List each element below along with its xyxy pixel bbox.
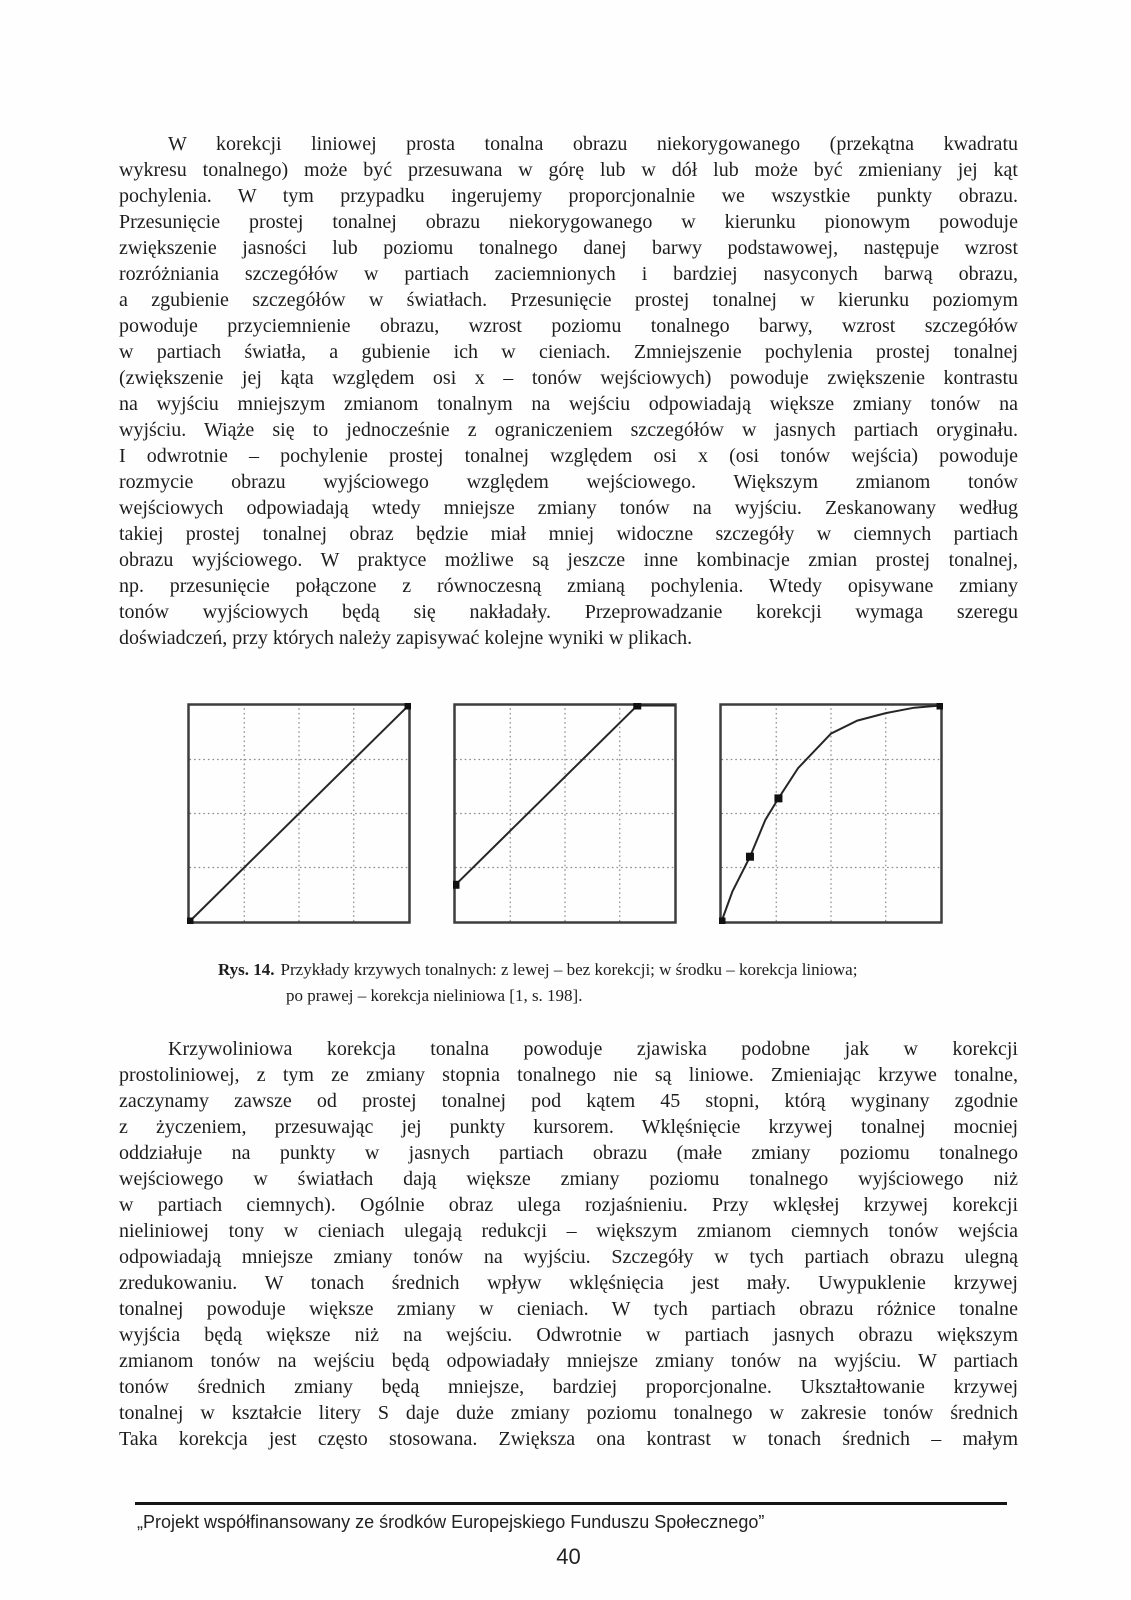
text-line: obrazu wyjściowego. W praktyce możliwe są jeszcze inne kombinacje zmian prostej tonalnej, (119, 549, 1018, 571)
tone-curve-chart-nonlinear-correction (719, 703, 943, 924)
text-line: pochylenia. W tym przypadku ingerujemy proporcjonalnie we wszystkie punkty obrazu. (119, 185, 1018, 207)
figure-caption-line2: po prawej – korekcja nieliniowa [1, s. 198]. (286, 986, 583, 1005)
text-line: zmianom tonów na wejściu będą odpowiadały mniejsze zmiany tonów na wyjściu. W partiach (119, 1350, 1018, 1372)
text-line: tonalnej w kształcie litery S daje duże zmiany poziomu tonalnego w zakresie tonów średnich (119, 1402, 1018, 1424)
text-line: a zgubienie szczegółów w światłach. Przesunięcie prostej tonalnej w kierunku poziomym (119, 289, 1018, 311)
figure-tone-curves (187, 703, 943, 924)
page-number: 40 (556, 1544, 581, 1569)
text-line: w partiach światła, a gubienie ich w cieniach. Zmniejszenie pochylenia prostej tonalnej (119, 341, 1018, 363)
tone-curve-chart-linear-correction (453, 703, 677, 924)
text-line: doświadczeń, przy których należy zapisywać kolejne wyniki w plikach. (119, 627, 693, 649)
text-line: takiej prostej tonalnej obraz będzie miał mniej widoczne szczegóły w ciemnych partiach (119, 523, 1018, 545)
text-line: w partiach ciemnych). Ogólnie obraz ulega rozjaśnieniu. Przy wklęsłej krzywej korekcji (119, 1194, 1018, 1216)
text-line: nieliniowej tony w cieniach ulegają redukcji – większym zmianom ciemnych tonów wejścia (119, 1220, 1018, 1242)
text-line: powoduje przyciemnienie obrazu, wzrost poziomu tonalnego barwy, wzrost szczegółów (119, 315, 1018, 337)
text-line: wyjściu. Wiąże się to jednocześnie z ograniczeniem szczegółów w jasnych partiach oryginału. (119, 419, 1018, 441)
text-line: zwiększenie jasności lub poziomu tonalnego danej barwy podstawowej, następuje wzrost (119, 237, 1018, 259)
text-line: zredukowaniu. W tonach średnich wpływ wklęśnięcia jest mały. Uwypuklenie krzywej (119, 1272, 1018, 1294)
text-line: wykresu tonalnego) może być przesuwana w górę lub w dół lub może być zmieniany jej kąt (119, 159, 1018, 181)
footer-divider (135, 1502, 1007, 1505)
text-line: wejściowych odpowiadają wtedy mniejsze zmiany tonów na wyjściu. Zeskanowany według (119, 497, 1018, 519)
text-line: odpowiadają mniejsze zmiany tonów na wyjściu. Szczegóły w tych partiach obrazu ulegną (119, 1246, 1018, 1268)
text-line: (zwiększenie jej kąta względem osi x – tonów wejściowych) powoduje zwiększenie kontrastu (119, 367, 1018, 389)
text-line: tonalnej powoduje większe zmiany w cieniach. W tych partiach obrazu różnice tonalne (119, 1298, 1018, 1320)
text-line: tonów wyjściowych będą się nakładały. Przeprowadzanie korekcji wymaga szeregu (119, 601, 1018, 623)
text-line: W korekcji liniowej prosta tonalna obrazu niekorygowanego (przekątna kwadratu (168, 133, 1018, 155)
figure-caption-label: Rys. 14. (218, 960, 275, 979)
text-line: tonów średnich zmiany będą mniejsze, bardziej proporcjonalne. Ukształtowanie krzywej (119, 1376, 1018, 1398)
text-line: zaczynamy zawsze od prostej tonalnej pod kątem 45 stopni, którą wyginany zgodnie (119, 1090, 1018, 1112)
footer-project-note: „Projekt współfinansowany ze środków Europejskiego Funduszu Społecznego” (137, 1512, 765, 1532)
figure-caption-line1 (218, 957, 938, 983)
figure-caption (218, 957, 938, 1009)
text-line: Taka korekcja jest często stosowana. Zwiększa ona kontrast w tonach średnich – małym (119, 1428, 1018, 1450)
text-line: prostoliniowej, z tym ze zmiany stopnia tonalnego nie są liniowe. Zmieniając krzywe tonalne, (119, 1064, 1018, 1086)
text-line: Przesunięcie prostej tonalnej obrazu niekorygowanego w kierunku pionowym powoduje (119, 211, 1018, 233)
text-line: np. przesunięcie połączone z równoczesną zmianą pochylenia. Wtedy opisywane zmiany (119, 575, 1018, 597)
text-line: rozróżniania szczegółów w partiach zaciemnionych i bardziej nasyconych barwą obrazu, (119, 263, 1018, 285)
text-line: Krzywoliniowa korekcja tonalna powoduje zjawiska podobne jak w korekcji (168, 1038, 1018, 1060)
paragraph-curvilinear-correction (119, 1036, 1018, 1452)
paragraph-linear-correction (119, 131, 1018, 651)
text-line: rozmycie obrazu wyjściowego względem wejściowego. Większym zmianom tonów (119, 471, 1018, 493)
text-line: I odwrotnie – pochylenie prostej tonalnej względem osi x (osi tonów wejścia) powoduje (119, 445, 1018, 467)
text-line: wyjścia będą większe niż na wejściu. Odwrotnie w partiach jasnych obrazu większym (119, 1324, 1018, 1346)
text-line: wejściowego w światłach dają większe zmiany poziomu tonalnego wyjściowego niż (119, 1168, 1018, 1190)
tone-curve-chart-no-correction (187, 703, 411, 924)
figure-caption-text: Przykłady krzywych tonalnych: z lewej – bez korekcji; w środku – korekcja liniowa; (280, 960, 858, 979)
text-line: na wyjściu mniejszym zmianom tonalnym na wejściu odpowiadają większe zmiany tonów na (119, 393, 1018, 415)
text-line: z życzeniem, przesuwając jej punkty kursorem. Wklęśnięcie krzywej tonalnej mocniej (119, 1116, 1018, 1138)
text-line: oddziałuje na punkty w jasnych partiach obrazu (małe zmiany poziomu tonalnego (119, 1142, 1018, 1164)
